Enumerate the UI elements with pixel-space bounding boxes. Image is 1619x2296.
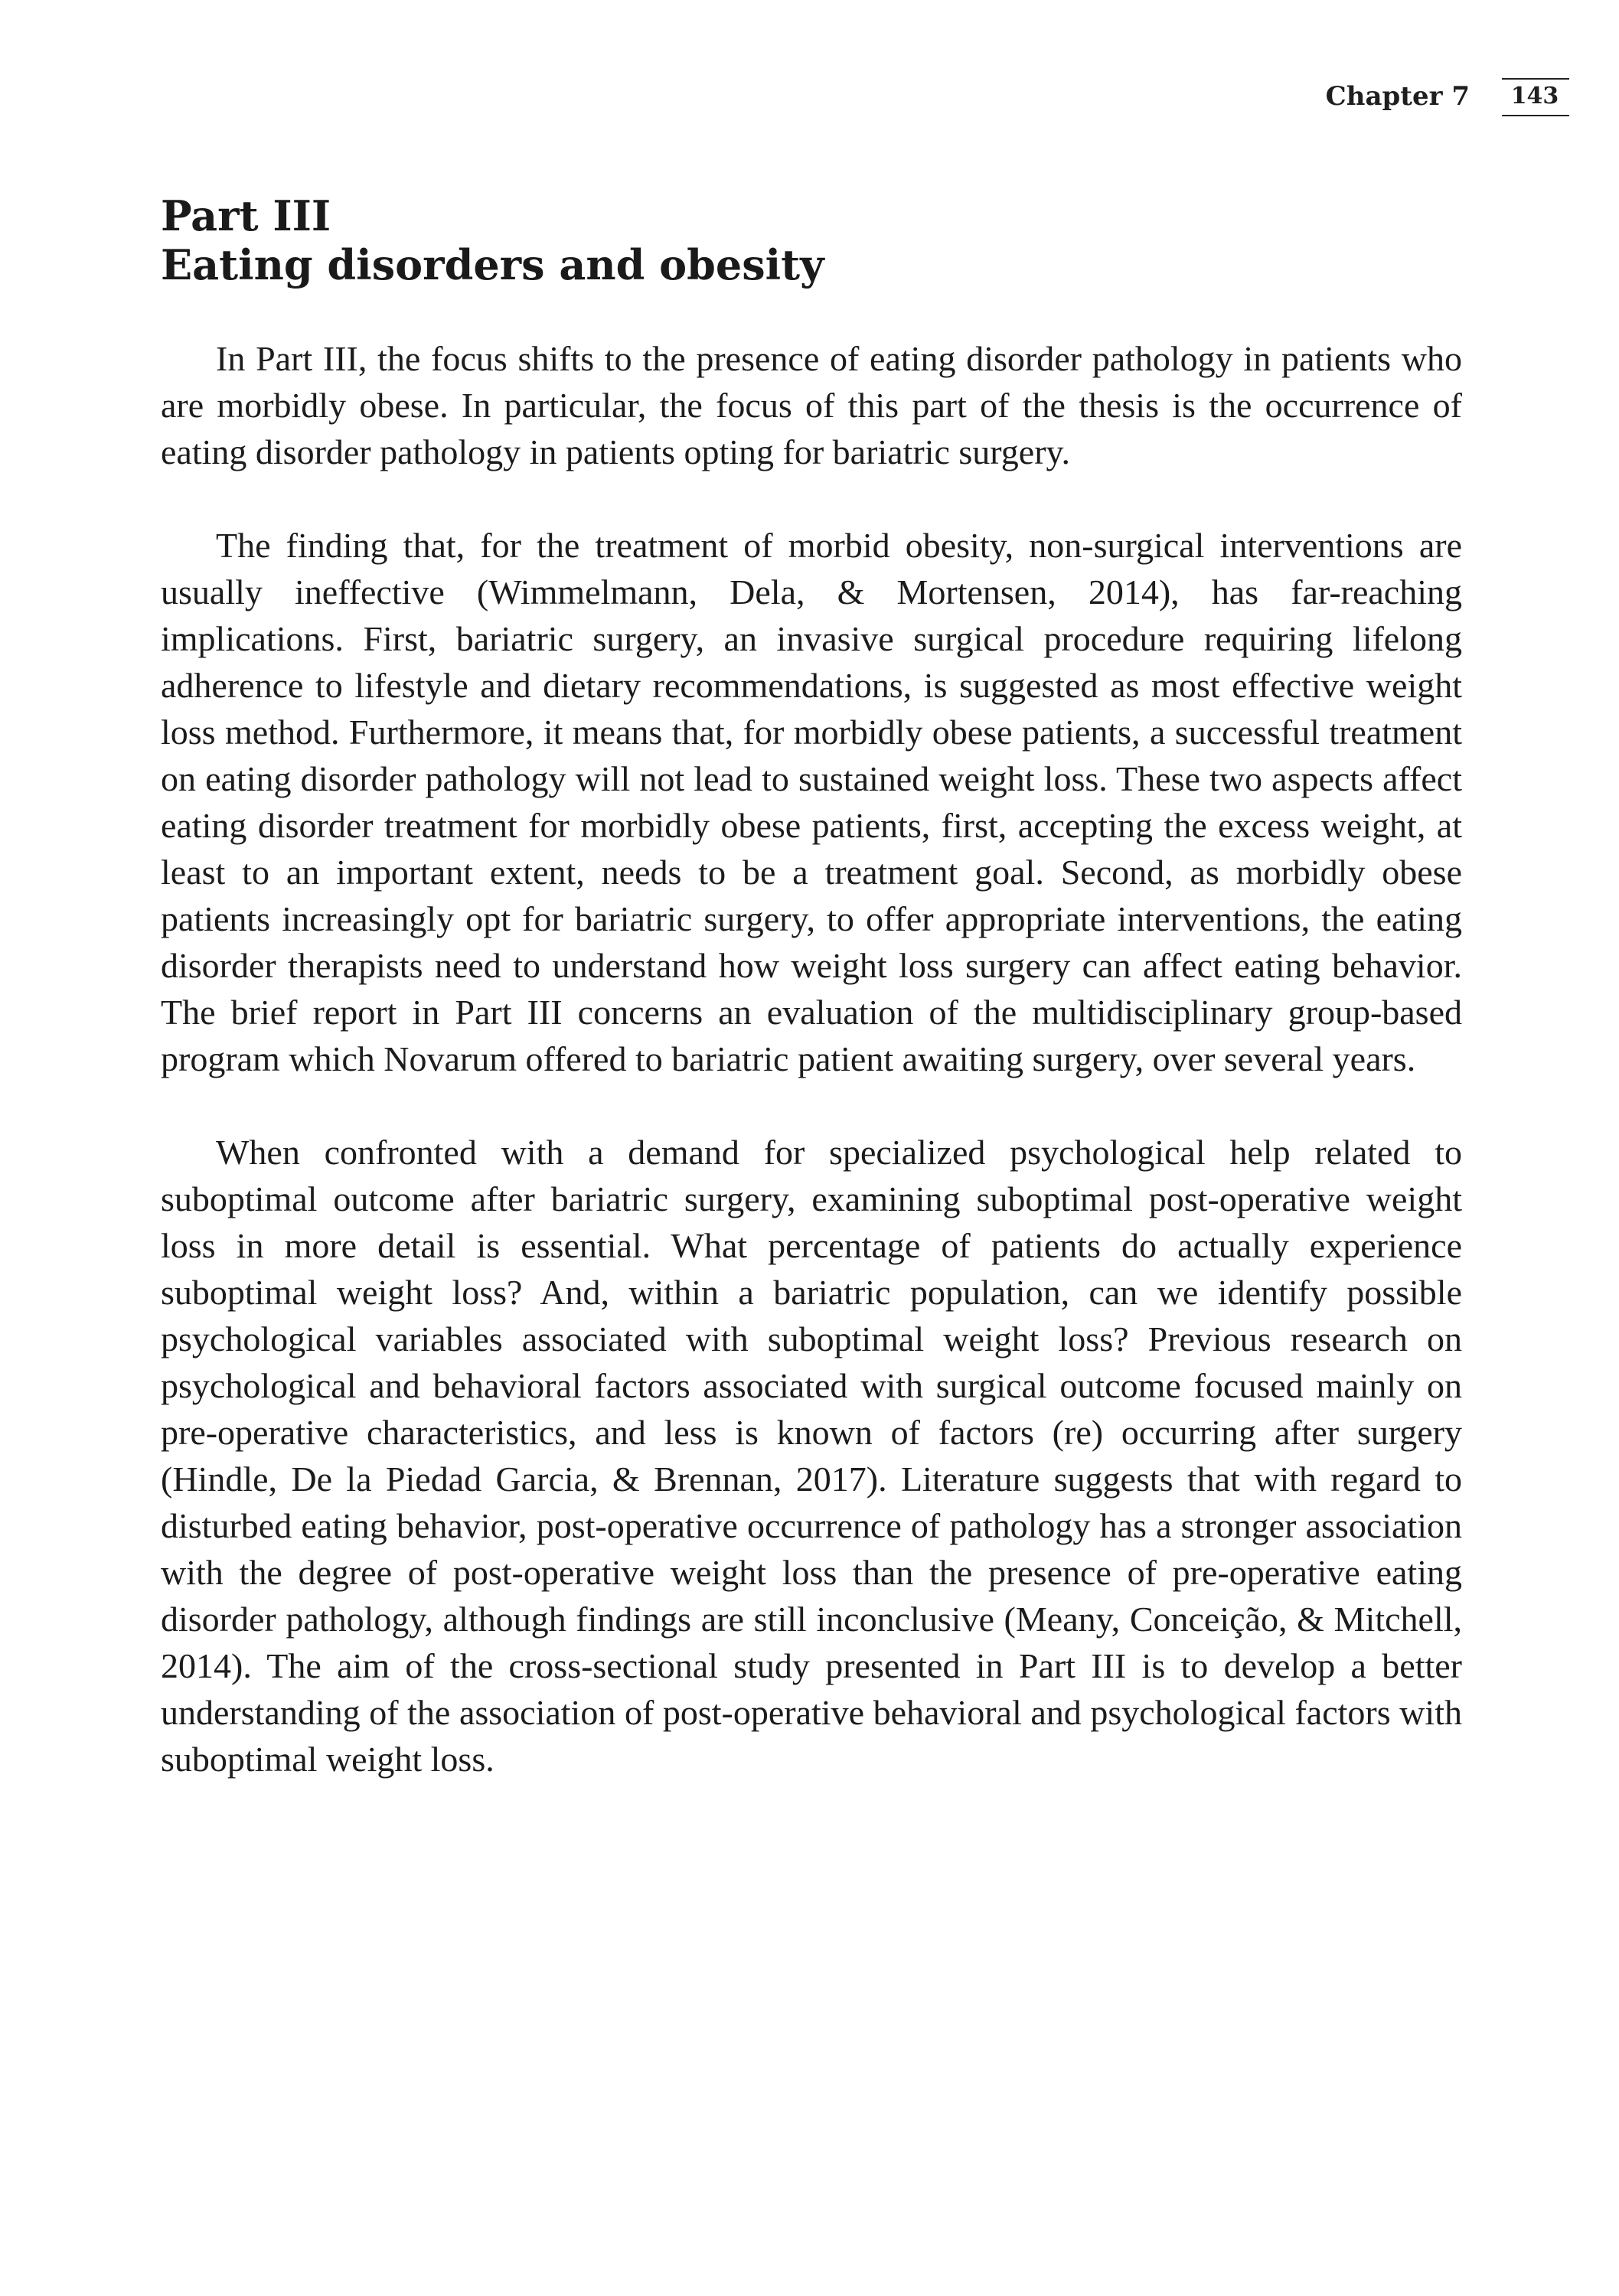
paragraph-treatment: The finding that, for the treatment of morbid obesity, non-surgical interventions are usually ineffective (Wimmelmann, Dela, & Mortensen, 2014), has far-reaching implications. First, bariatric surgery, an invasive surgical procedure requiring lifelong adherence to lifestyle and dietary recommendations, is suggested as most effective weight loss method. Furthermore, it means that, for morbidly obese patients, a successful treatment on eating disorder pathology will not lead to sustained weight loss. These two aspects affect eating disorder treatment for morbidly obese patients, first, accepting the excess weight, at least to an important extent, needs to be a treatment goal. Second, as morbidly obese patients increasingly opt for bariatric surgery, to offer appropriate interventions, the eating disorder therapists need to understand how weight loss surgery can affect eating behavior. The brief report in Part III concerns an evaluation of the multidisciplinary group-based program which Novarum offered to bariatric patient awaiting surgery, over several years. — [161, 526, 1462, 1078]
paragraph-intro: In Part III, the focus shifts to the presence of eating disorder pathology in patients who are morbidly obese. In particular, the focus of this part of the thesis is the occurrence of eating disorder pathology in patients opting for bariatric surgery. — [161, 339, 1462, 471]
chapter-label: Chapter 7 — [1325, 81, 1470, 112]
paragraph-weight-loss: When confronted with a demand for specialized psychological help related to suboptimal outcome after bariatric surgery, examining suboptimal post-operative weight loss in more detail is essential. What percentage of patients do actually experience suboptimal weight loss? And, within a bariatric population, can we identify possible psychological variables associated with suboptimal weight loss? Previous research on psychological and behavioral factors associated with surgical outcome focused mainly on pre-operative characteristics, and less is known of factors (re) occurring after surgery (Hindle, De la Piedad Garcia, & Brennan, 2017). Literature suggests that with regard to disturbed eating behavior, post-operative occurrence of pathology has a stronger association with the degree of post-operative weight loss than the presence of pre-operative eating disorder pathology, although findings are still inconclusive (Meany, Conceição, & Mitchell, 2014). The aim of the cross-sectional study presented in Part III is to develop a better understanding of the association of post-operative behavioral and psychological factors with suboptimal weight loss. — [161, 1133, 1462, 1779]
part-heading — [161, 191, 1462, 289]
part-label: Part III — [161, 191, 331, 240]
part-title: Eating disorders and obesity — [161, 240, 824, 289]
running-head — [1301, 80, 1601, 113]
body-text — [161, 335, 1462, 1829]
page-number: 143 — [1510, 83, 1559, 109]
page-number-bottom-rule — [1502, 115, 1569, 116]
